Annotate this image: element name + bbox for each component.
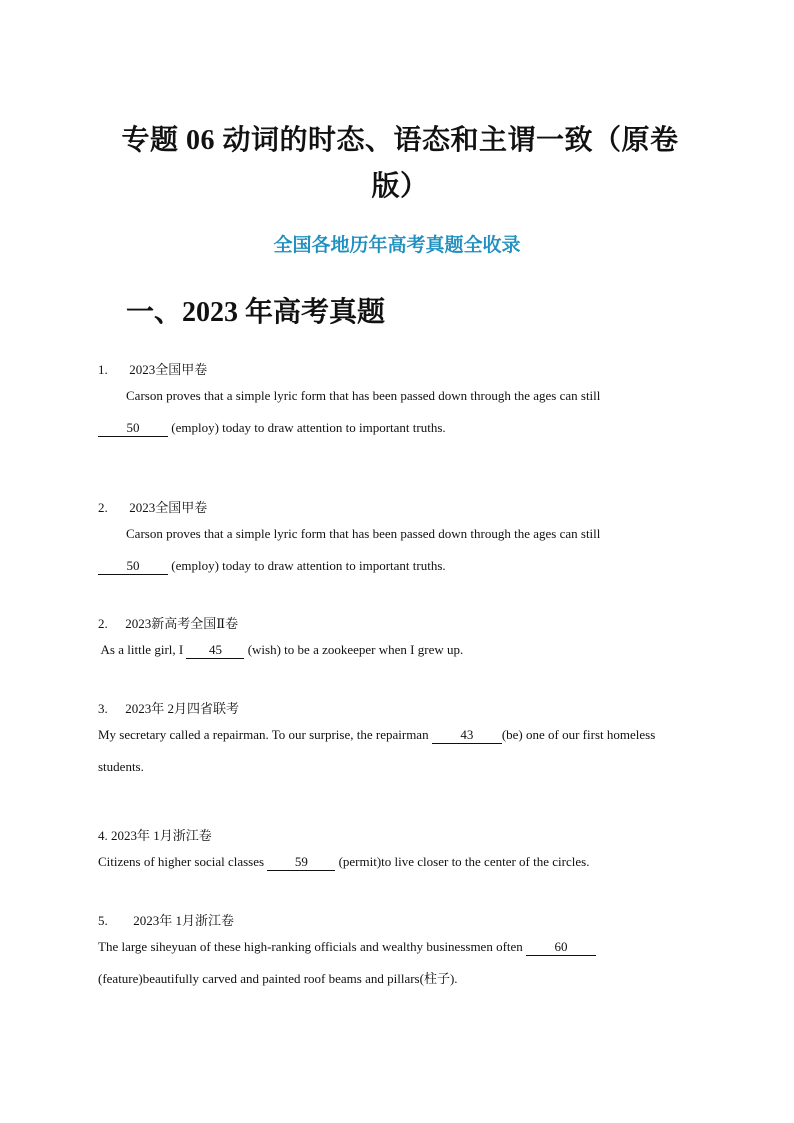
question-text: (feature)beautifully carved and painted roof beams and pillars(柱子).: [98, 971, 458, 986]
question-item: [98, 826, 718, 878]
question-header: [98, 699, 718, 719]
document-title: [100, 118, 700, 210]
question-text: As a little girl, I: [98, 642, 187, 657]
question-text-line: [98, 719, 718, 751]
question-header: [98, 614, 718, 634]
answer-blank: 45: [186, 642, 244, 659]
question-source: 2023全国甲卷: [129, 362, 208, 377]
question-text: (permit)to live closer to the center of the circles.: [335, 854, 590, 869]
question-text: My secretary called a repairman. To our surprise, the repairman: [98, 727, 432, 742]
section-heading: 一、2023 年高考真题: [126, 297, 386, 328]
question-number: 3.: [98, 701, 108, 716]
question-header: [98, 911, 718, 931]
question-item: [98, 360, 718, 444]
question-text: Carson proves that a simple lyric form that has been passed down through the ages can still: [126, 388, 601, 403]
answer-blank: 43: [432, 727, 502, 744]
question-text-line: [98, 751, 718, 783]
question-text-line: [98, 963, 718, 995]
question-number: 1.: [98, 362, 108, 377]
question-text: Carson proves that a simple lyric form that has been passed down through the ages can still: [126, 526, 601, 541]
title-line-2: 版）: [371, 171, 429, 202]
question-text-line: [98, 931, 718, 963]
question-text: (employ) today to draw attention to important truths.: [168, 420, 446, 435]
question-text: (be) one of our first homeless: [501, 727, 656, 742]
answer-blank: 60: [526, 939, 596, 956]
question-item: [98, 498, 718, 582]
question-text-line: [98, 550, 718, 582]
question-header: [98, 826, 718, 846]
question-text: (employ) today to draw attention to important truths.: [168, 558, 446, 573]
question-source: 2023年 1月浙江卷: [111, 828, 212, 843]
question-text: students.: [98, 759, 144, 774]
answer-blank: 50: [98, 558, 168, 575]
document-subtitle: 全国各地历年高考真题全收录: [273, 234, 521, 256]
question-text: Citizens of higher social classes: [98, 854, 268, 869]
question-source: 2023年 1月浙江卷: [133, 913, 235, 928]
answer-blank: 59: [267, 854, 335, 871]
question-number: 4.: [98, 828, 108, 843]
question-text: (wish) to be a zookeeper when I grew up.: [244, 642, 464, 657]
question-number: 2.: [98, 500, 108, 515]
question-text-line: [98, 518, 718, 550]
question-text-line: [98, 380, 718, 412]
question-source: 2023新高考全国Ⅱ卷: [125, 616, 239, 631]
question-number: 2.: [98, 616, 108, 631]
question-item: [98, 699, 718, 783]
question-item: [98, 614, 718, 666]
question-source: 2023全国甲卷: [129, 500, 208, 515]
question-header: [98, 360, 718, 380]
question-header: [98, 498, 718, 518]
answer-blank: 50: [98, 420, 168, 437]
question-text-line: [98, 846, 718, 878]
question-number: 5.: [98, 913, 108, 928]
question-source: 2023年 2月四省联考: [125, 701, 240, 716]
title-line-1: 专题 06 动词的时态、语态和主谓一致（原卷: [121, 125, 679, 156]
question-text-line: [98, 412, 718, 444]
question-text: The large siheyuan of these high-ranking officials and wealthy businessmen often: [98, 939, 527, 954]
question-text-line: [98, 634, 718, 666]
question-item: [98, 911, 718, 995]
